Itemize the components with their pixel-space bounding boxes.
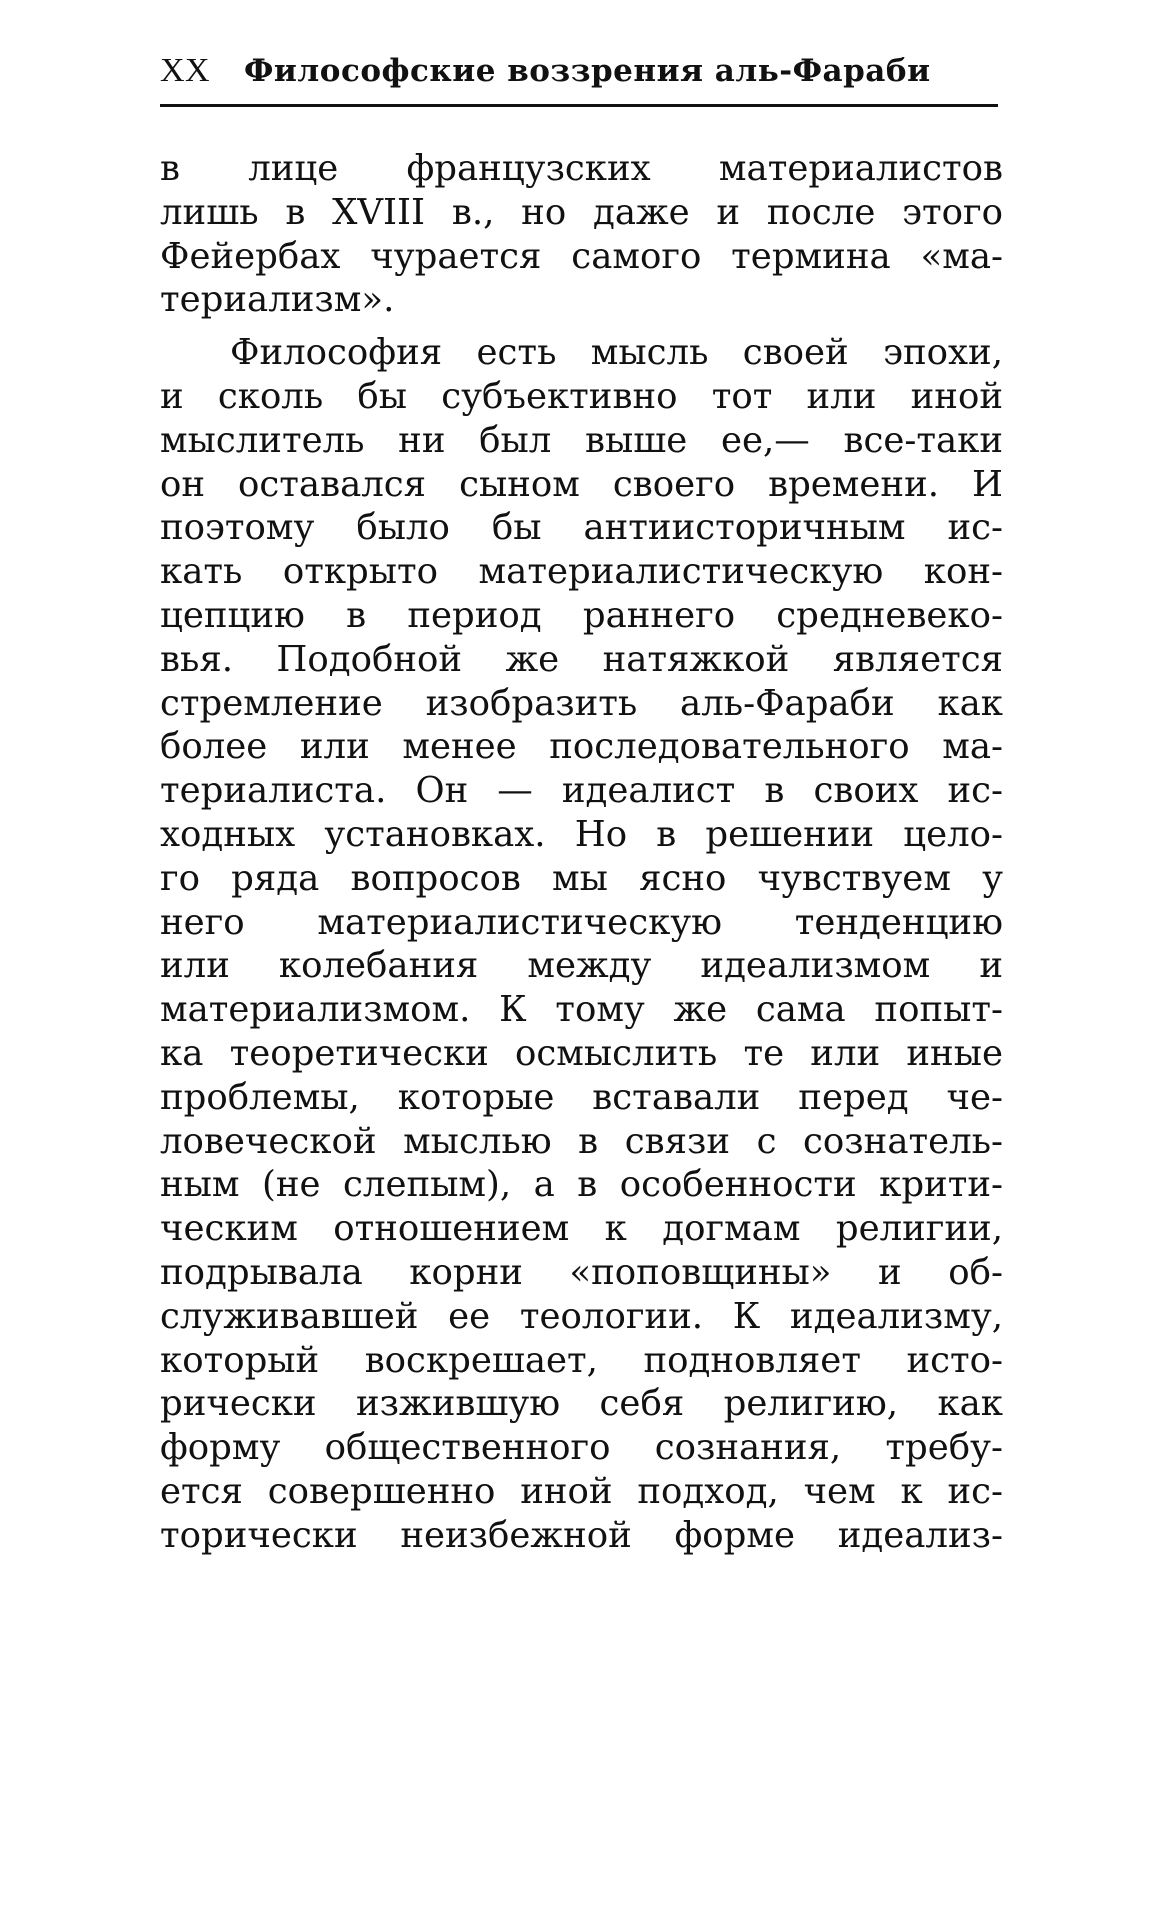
text-line: териалиста. Он — идеалист в своих ис-	[160, 770, 1003, 812]
text-line: ходных установках. Но в решении цело-	[160, 813, 1003, 855]
text-line: материализмом. К тому же сама попыт-	[160, 989, 1003, 1031]
paragraph-1	[160, 147, 1003, 322]
text-line: форму общественного сознания, требу-	[160, 1427, 1003, 1469]
body-text	[160, 147, 1003, 1558]
text-line: мыслитель ни был выше ее,— все-таки	[160, 419, 1003, 461]
text-line: подрывала корни «поповщины» и об-	[160, 1251, 1003, 1293]
text-line: кать открыто материалистическую кон-	[160, 551, 1003, 593]
text-line: служивавшей ее теологии. К идеализму,	[160, 1295, 1003, 1337]
text-line: го ряда вопросов мы ясно чувствуем у	[160, 857, 1003, 899]
text-line: ется совершенно иной подход, чем к ис-	[160, 1470, 1003, 1512]
text-line: стремление изобразить аль-Фараби как	[160, 682, 1003, 724]
text-line: ловеческой мыслью в связи с сознатель-	[160, 1120, 1003, 1162]
text-line: поэтому было бы антиисторичным ис-	[160, 507, 1003, 549]
text-line: или колебания между идеализмом и	[160, 945, 1003, 987]
text-line: который воскрешает, подновляет исто-	[160, 1339, 1003, 1381]
header-rule	[160, 104, 998, 107]
text-line: него материалистическую тенденцию	[160, 901, 1003, 943]
text-line: териализм».	[160, 279, 395, 321]
text-line: ка теоретически осмыслить те или иные	[160, 1032, 1003, 1074]
running-head	[160, 52, 1003, 96]
text-line: вья. Подобной же натяжкой является	[160, 638, 1003, 680]
text-line: Фейербах чурается самого термина «ма-	[160, 235, 1003, 277]
book-page	[160, 52, 1003, 1558]
text-line: цепцию в период раннего средневеко-	[160, 594, 1003, 636]
text-line: в лице французских материалистов	[160, 148, 1003, 189]
text-line: торически неизбежной форме идеализ-	[160, 1514, 1003, 1556]
text-line: рически изжившую себя религию, как	[160, 1383, 1003, 1425]
text-line: лишь в XVIII в., но даже и после этого	[160, 191, 1003, 233]
text-line: ным (не слепым), а в особенности крити-	[160, 1164, 1003, 1206]
running-title: Философские воззрения аль-Фараби	[244, 53, 931, 89]
paragraph-2	[160, 331, 1003, 1557]
text-line: ческим отношением к догмам религии,	[160, 1208, 1003, 1250]
text-line: он оставался сыном своего времени. И	[160, 463, 1003, 505]
text-line: Философия есть мысль своей эпохи,	[230, 332, 1003, 374]
text-line: и сколь бы субъективно тот или иной	[160, 375, 1003, 417]
page-number: XX	[160, 52, 211, 89]
text-line: более или менее последовательного ма-	[160, 726, 1003, 768]
text-line: проблемы, которые вставали перед че-	[160, 1076, 1003, 1118]
